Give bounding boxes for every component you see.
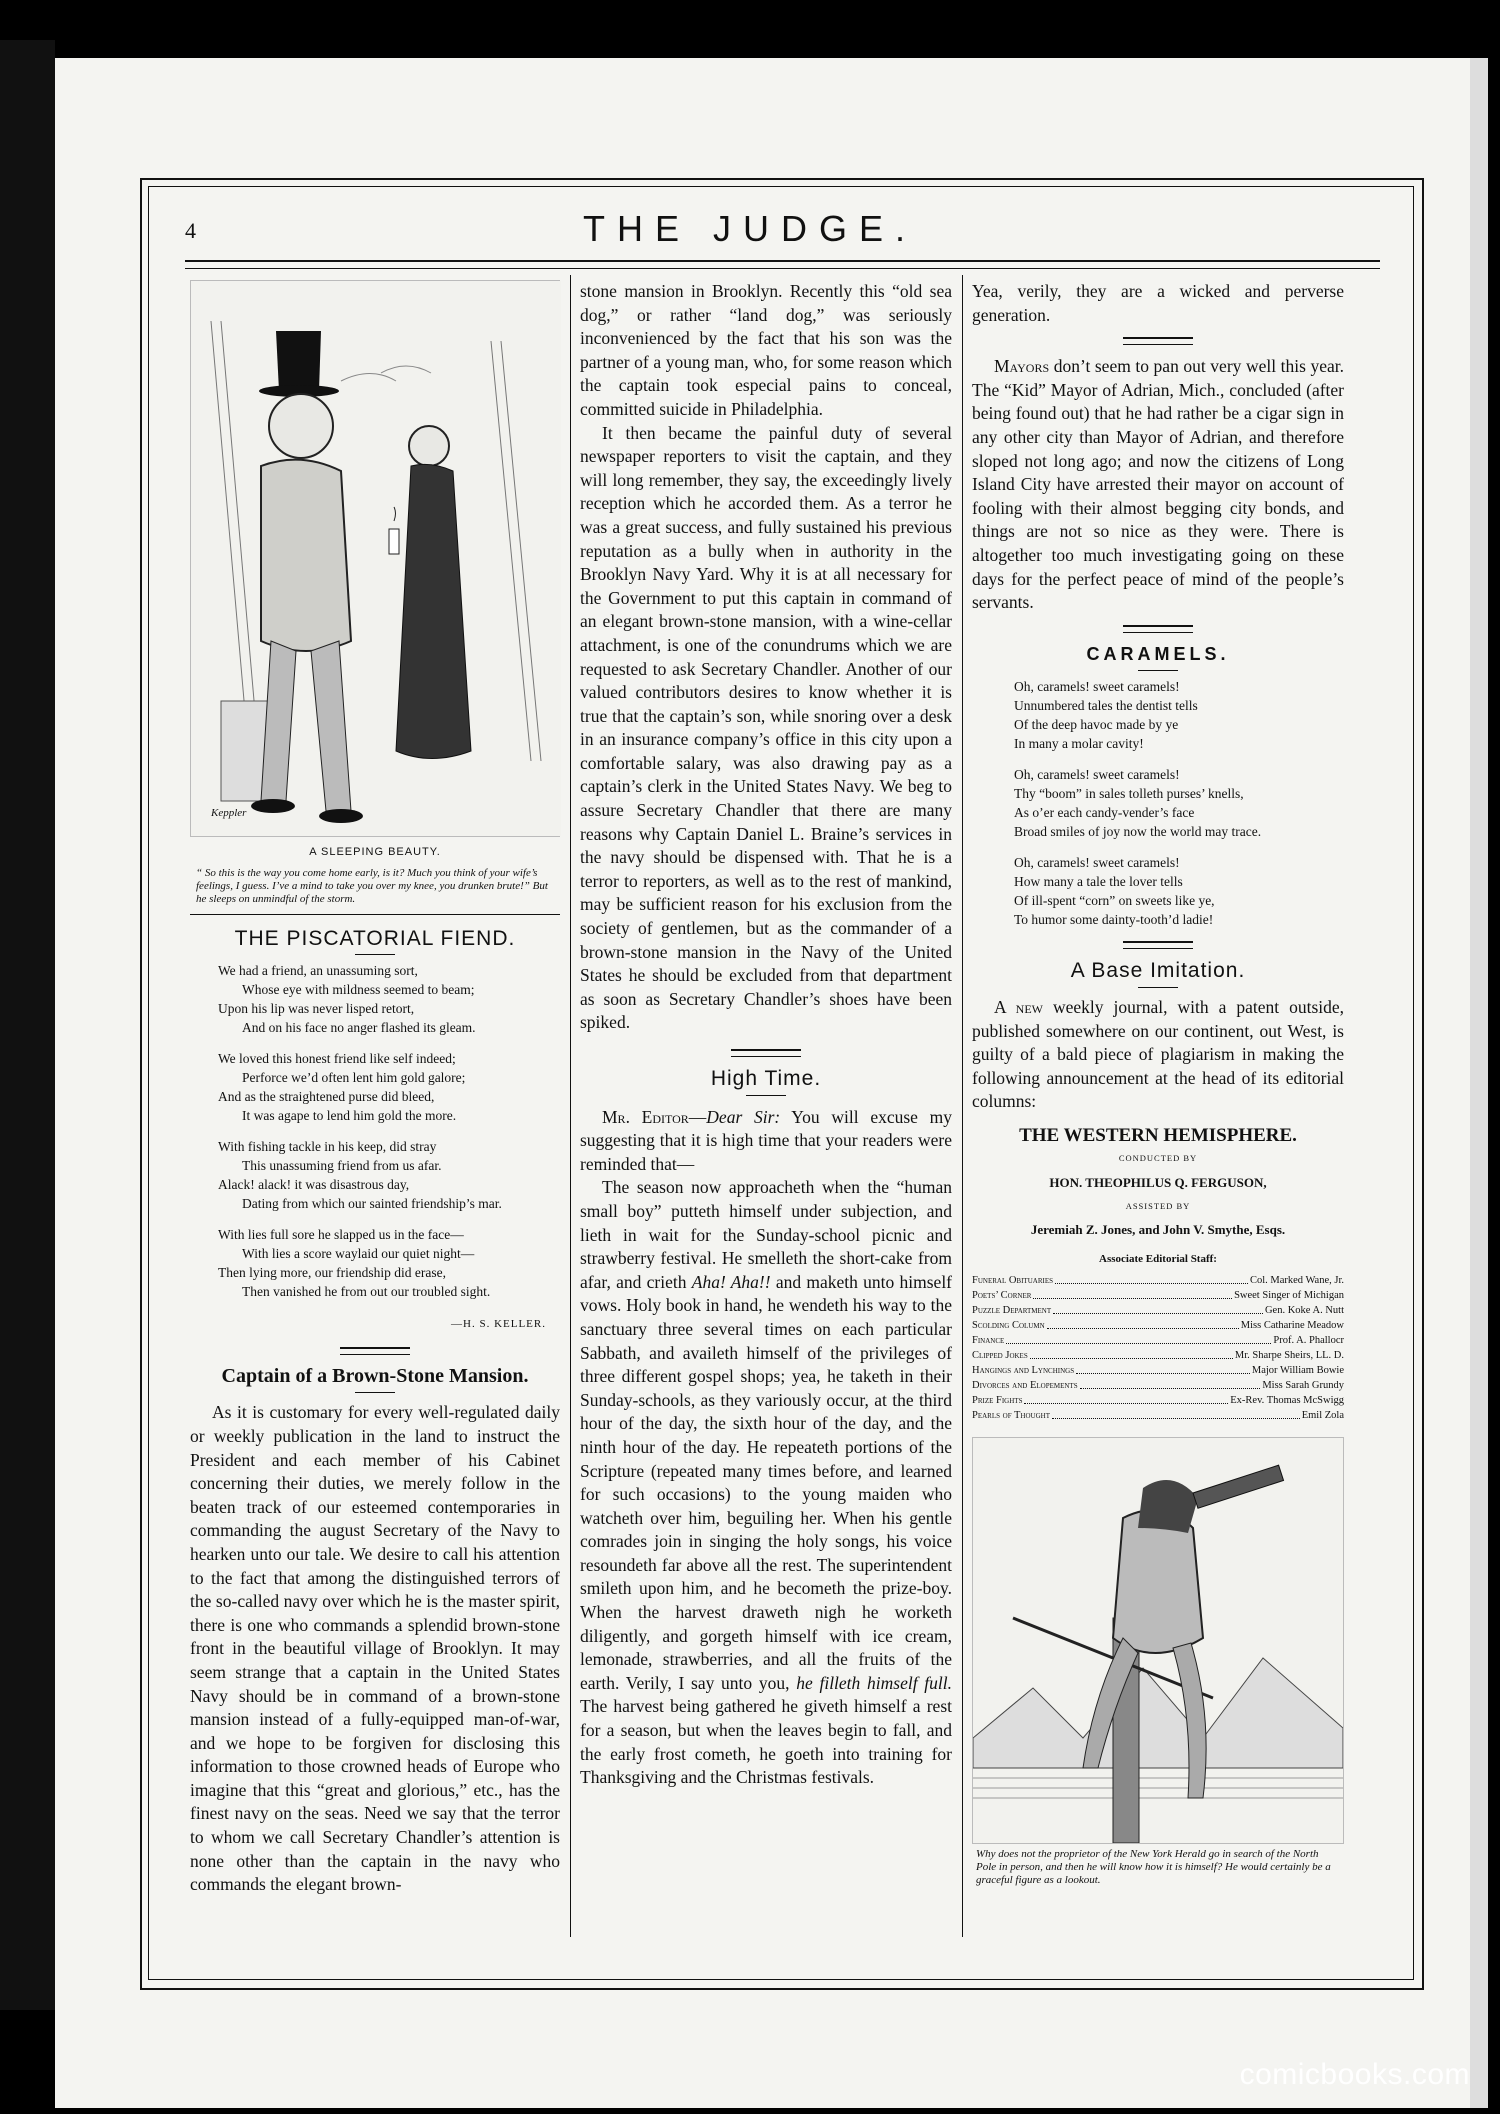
editor-name: HON. THEOPHILUS Q. FERGUSON, xyxy=(1049,1175,1267,1191)
leader-dots xyxy=(1033,1288,1232,1299)
hightime-text: The harvest being gathered he giveth himself a rest for a season, but when the leaves begin to fall, and the early frost cometh, he goeth into training for Thanksgiving and the Christmas festivals. xyxy=(580,1696,952,1788)
staff-name: Major William Bowie xyxy=(1251,1365,1344,1377)
poem-line: With lies full sore he slapped us in the face— xyxy=(218,1227,464,1243)
assisted-by: ASSISTED BY xyxy=(1125,1200,1191,1211)
staff-row xyxy=(972,1363,1344,1378)
hightime-italic: he filleth himself full. xyxy=(796,1672,952,1693)
poem-line: Oh, caramels! sweet caramels! xyxy=(1014,767,1180,783)
section-rule xyxy=(1138,987,1178,988)
site-watermark: comicbooks.com xyxy=(1239,2058,1470,2091)
leader-dots xyxy=(1076,1363,1250,1374)
staff-list xyxy=(972,1273,1344,1423)
lookout-caption: Why does not the proprietor of the New York Herald go in search of the North Pole in person, and then he will know how it is himself? He would certainly be a graceful figure as a lookout. xyxy=(976,1848,1331,1887)
masthead-rule xyxy=(185,260,1380,262)
staff-row xyxy=(972,1408,1344,1423)
section-rule xyxy=(1123,625,1193,633)
conducted-by: CONDUCTED BY xyxy=(1118,1153,1198,1164)
poem-stanza xyxy=(1014,853,1334,929)
staff-row xyxy=(972,1288,1344,1303)
section-rule xyxy=(355,954,395,955)
article-text: As it is customary for every well-regulated daily or weekly publication in the land to instruct the President and each member of his Cabinet concerning their duties, we merely follow in the beaten track of our esteemed contemporaries in commanding the august Secretary of the Navy to hearken unto our tale. We desire to call his attention to the fact that among the distinguished terrors of the so-called navy over which he is the master spirit, there is one who commands a splendid brown-stone front in the beautiful village of Brooklyn. It may seem strange that a captain in the United States Navy should be in command of a brown-stone mansion instead of a fully-equipped man-of-war, and we hope to be forgiven for disclosing this information to those crowned heads of Europe who imagine that this “great and glorious,” etc., has the finest navy on the seas. Need we say that the terror to whom we call Secretary Chandler’s attention is none other than the captain in the navy who commands the elegant brown- xyxy=(190,1402,560,1895)
poem-line: Unnumbered tales the dentist tells xyxy=(1014,698,1198,714)
lookout-illustration xyxy=(972,1437,1344,1844)
poem-line: With fishing tackle in his keep, did stray xyxy=(218,1139,437,1155)
hightime-end: Yea, verily, they are a wicked and perverse generation. xyxy=(972,281,1344,325)
poem-line: Of ill-spent “corn” on sweets like ye, xyxy=(1014,893,1215,909)
section-rule xyxy=(731,1049,801,1057)
illustration-title: A SLEEPING BEAUTY. xyxy=(309,846,441,858)
lookout-drawing xyxy=(973,1438,1343,1843)
masthead-title: THE JUDGE. xyxy=(582,208,917,249)
staff-row xyxy=(972,1393,1344,1408)
assistant-names: Jeremiah Z. Jones, and John V. Smythe, Esqs. xyxy=(1030,1222,1286,1238)
poem-stanza xyxy=(218,1049,550,1125)
staff-name: Prof. A. Phallocr xyxy=(1273,1335,1344,1347)
leader-dots xyxy=(1080,1378,1261,1389)
poem-line: Thy “boom” in sales tolleth purses’ knells, xyxy=(1014,786,1244,802)
masthead-rule-thin xyxy=(185,268,1380,269)
poem-line: We loved this honest friend like self indeed; xyxy=(218,1051,456,1067)
poem-author: —H. S. KELLER. xyxy=(451,1318,546,1331)
sleeping-beauty-illustration xyxy=(190,280,560,837)
hightime-italic: Aha! Aha!! xyxy=(691,1271,771,1292)
poem-line: It was agape to lend him gold the more. xyxy=(242,1108,457,1124)
staff-department: Funeral Obituaries xyxy=(972,1275,1053,1287)
poem-line: Then lying more, our friendship did erase, xyxy=(218,1265,446,1281)
hightime-paragraph xyxy=(580,1106,952,1177)
poem-line: Oh, caramels! sweet caramels! xyxy=(1014,679,1180,695)
hightime-text: The season now approacheth when the “human small boy” putteth himself under subjection, and lieth in wait for the Sunday-school picnic and strawberry festival. He smelleth the short-cake from afar, and crieth xyxy=(580,1177,952,1292)
mayors-lead: Mayors xyxy=(994,356,1050,377)
staff-department: Scolding Column xyxy=(972,1320,1045,1332)
poem-title: THE PISCATORIAL FIEND. xyxy=(234,926,516,950)
poem-line: Whose eye with mildness seemed to beam; xyxy=(242,982,475,998)
section-rule xyxy=(746,1095,786,1096)
section-rule xyxy=(355,1392,395,1393)
page-number: 4 xyxy=(185,218,196,243)
leader-dots xyxy=(1053,1303,1263,1314)
staff-name: Miss Catharine Meadow xyxy=(1240,1320,1344,1332)
article-continued: It then became the painful duty of several newspaper reporters to visit the captain, and they will long remember, they say, the exceedingly lively reception which he accorded them. As a terror he was a great success, and fully sustained his previous reputation as a bully when in authority in the Brooklyn Navy Yard. Why it is at all necessary for the Government to put this captain in command of an elegant brown-stone mansion, with a wine-cellar attachment, is one of the conundrums which we are requested to ask Secretary Chandler. Another of our valued contributors desires to know whether it is true that the captain’s son, while snoring over a desk in an insurance company’s office in this city upon a comfortable salary, was also drawing pay as a captain’s clerk in the United States Navy. We beg to assure Secretary Chandler that there are many reasons why Captain Daniel L. Braine’s services in the navy should be dispensed with. That he is a terror to reporters, as well as to the rest of mankind, may be sufficient reason for his exclusion from the society of gentlemen, but as the commander of a brown-stone mansion in the Navy of the United States he should be excluded from that department as soon as Secretary Chandler’s shoes have been spiked. xyxy=(580,422,952,1033)
base-imitation-text xyxy=(972,996,1344,1114)
poem-line: Perforce we’d often lent him gold galore; xyxy=(242,1070,466,1086)
hightime-paragraph xyxy=(580,1176,952,1789)
poem-line: We had a friend, an unassuming sort, xyxy=(218,963,418,979)
poem-line: Alack! alack! it was disastrous day, xyxy=(218,1177,410,1193)
hightime-text: You will excuse my suggesting that it is high time that your readers were reminded that— xyxy=(580,1106,953,1174)
section-rule xyxy=(1138,670,1178,671)
illustration-caption: “ So this is the way you come home early, is it? Much you think of your wife’s feelings, I guess. I’ve a mind to take you over my knee, you drunken brute!” But he sleeps on unmindful of the storm. xyxy=(196,866,548,905)
staff-name: Miss Sarah Grundy xyxy=(1262,1380,1344,1392)
cartoon-drawing xyxy=(191,281,561,836)
base-text: weekly journal, with a patent outside, published somewhere on our continent, out West, is guilty of a bald piece of plagiarism in making the following announcement at the head of its editorial columns: xyxy=(972,996,1345,1112)
poem-body xyxy=(218,961,550,1301)
hightime-text: and maketh unto himself vows. Holy book in hand, he wendeth his way to the sanctuary three several times on each particular Sabbath, and availeth himself of the privileges of three different gospel shops; yea, he taketh in their Sunday-schools, as they variously occur, at the third hour of the day, the sixth hour of the day, and the ninth hour of the day. He repeateth portions of the Scripture (repeated many times before, and learned for such occasions) to the young maiden who watcheth over him, beguiling her. When his gentle comrades join in singing the holy songs, his voice resoundeth far above all the rest. The superintendent smileth upon him, and he becometh the prize-boy. When the harvest draweth nigh he worketh diligently, and gorgeth himself with ice cream, lemonade, strawberries, and all the fruits of the earth. Verily, I say unto you, xyxy=(580,1271,953,1693)
staff-name: Col. Marked Wane, Jr. xyxy=(1249,1275,1344,1287)
staff-row xyxy=(972,1333,1344,1348)
poem-line: Oh, caramels! sweet caramels! xyxy=(1014,855,1180,871)
leader-dots xyxy=(1024,1393,1228,1404)
staff-name: Emil Zola xyxy=(1301,1410,1344,1422)
poem-line: How many a tale the lover tells xyxy=(1014,874,1183,890)
staff-row xyxy=(972,1348,1344,1363)
staff-department: Clipped Jokes xyxy=(972,1350,1028,1362)
illustration-signature: Keppler xyxy=(211,807,247,820)
section-rule xyxy=(190,914,560,915)
parody-title: THE WESTERN HEMISPHERE. xyxy=(1019,1124,1297,1146)
staff-department: Finance xyxy=(972,1335,1005,1347)
staff-name: Sweet Singer of Michigan xyxy=(1234,1290,1344,1302)
staff-title: Associate Editorial Staff: xyxy=(1099,1252,1217,1265)
poem-stanza xyxy=(218,961,550,1037)
leader-dots xyxy=(1006,1333,1271,1344)
hightime-lead: Mr. Editor— xyxy=(602,1106,707,1127)
poem-line: In many a molar cavity! xyxy=(1014,736,1144,752)
staff-row xyxy=(972,1378,1344,1393)
poem-line: This unassuming friend from us afar. xyxy=(242,1158,442,1174)
staff-row xyxy=(972,1303,1344,1318)
leader-dots xyxy=(1030,1348,1233,1359)
staff-department: Puzzle Department xyxy=(972,1305,1052,1317)
base-lead: A new xyxy=(994,996,1043,1017)
leader-dots xyxy=(1047,1318,1239,1329)
section-rule xyxy=(1123,941,1193,949)
mayors-text: don’t seem to pan out very well this year. The “Kid” Mayor of Adrian, Mich., concluded (after being found out) that he had rather be a cigar sign in any other city than Mayor of Adrian, and therefore sloped not long ago; and now the citizens of Long Island City have arrested their mayor on account of fooling with their almost begging city bonds, and things are not so nice as they were. There is altogether too much investigating going on these days for the perfect peace of mind of the people’s servants. xyxy=(972,356,1344,613)
staff-name: Gen. Koke A. Nutt xyxy=(1264,1305,1344,1317)
base-imitation-title: A Base Imitation. xyxy=(1070,959,1246,983)
caramels-poem xyxy=(1014,677,1334,929)
article-continued: stone mansion in Brooklyn. Recently this “old sea dog,” or rather “land dog,” was seriously inconvenienced by the fact that his son was the partner of a young man, who, for some reason which the captain took especial pains to conceal, committed suicide in Philadelphia. xyxy=(580,281,952,419)
parody-masthead xyxy=(972,1124,1344,1272)
poem-stanza xyxy=(218,1225,550,1301)
column-3 xyxy=(972,280,1344,1887)
staff-row xyxy=(972,1273,1344,1288)
poem-stanza xyxy=(1014,765,1334,841)
column-separator xyxy=(570,275,571,1937)
staff-department: Divorces and Elopements xyxy=(972,1380,1078,1392)
poem-line: As o’er each candy-vender’s face xyxy=(1014,805,1195,821)
hightime-salute: Dear Sir: xyxy=(706,1106,781,1127)
article-title: Captain of a Brown-Stone Mansion. xyxy=(221,1364,529,1387)
column-2 xyxy=(580,280,952,1790)
leader-dots xyxy=(1052,1408,1300,1419)
staff-department: Prize Fights xyxy=(972,1395,1023,1407)
staff-name: Ex-Rev. Thomas McSwigg xyxy=(1230,1395,1344,1407)
poem-stanza xyxy=(218,1137,550,1213)
column-separator xyxy=(962,275,963,1937)
column-1 xyxy=(190,280,560,1897)
poem-line: Then vanished he from out our troubled sight. xyxy=(242,1284,491,1300)
poem-line: To humor some dainty-tooth’d ladie! xyxy=(1014,912,1214,928)
mayors-paragraph xyxy=(972,355,1344,615)
staff-department: Hangings and Lynchings xyxy=(972,1365,1075,1377)
poem-line: Broad smiles of joy now the world may trace. xyxy=(1014,824,1262,840)
poem-line: Dating from which our sainted friendship’s mar. xyxy=(242,1196,502,1212)
staff-name: Mr. Sharpe Sheirs, LL. D. xyxy=(1234,1350,1344,1362)
staff-row xyxy=(972,1318,1344,1333)
staff-department: Pearls of Thought xyxy=(972,1410,1050,1422)
poem-stanza xyxy=(1014,677,1334,753)
poem-line: With lies a score waylaid our quiet night— xyxy=(242,1246,475,1262)
caramels-title: CARAMELS. xyxy=(1086,643,1230,664)
staff-department: Poets’ Corner xyxy=(972,1290,1032,1302)
hightime-title: High Time. xyxy=(710,1067,822,1090)
poem-line: And on his face no anger flashed its gleam. xyxy=(242,1020,476,1036)
leader-dots xyxy=(1055,1273,1248,1284)
poem-line: And as the straightened purse did bleed, xyxy=(218,1089,435,1105)
poem-line: Upon his lip was never lisped retort, xyxy=(218,1001,415,1017)
poem-line: Of the deep havoc made by ye xyxy=(1014,717,1179,733)
scan-right-edge xyxy=(1470,58,1488,2108)
section-rule xyxy=(340,1347,410,1355)
scan-left-edge xyxy=(0,40,55,2010)
section-rule xyxy=(1123,337,1193,345)
